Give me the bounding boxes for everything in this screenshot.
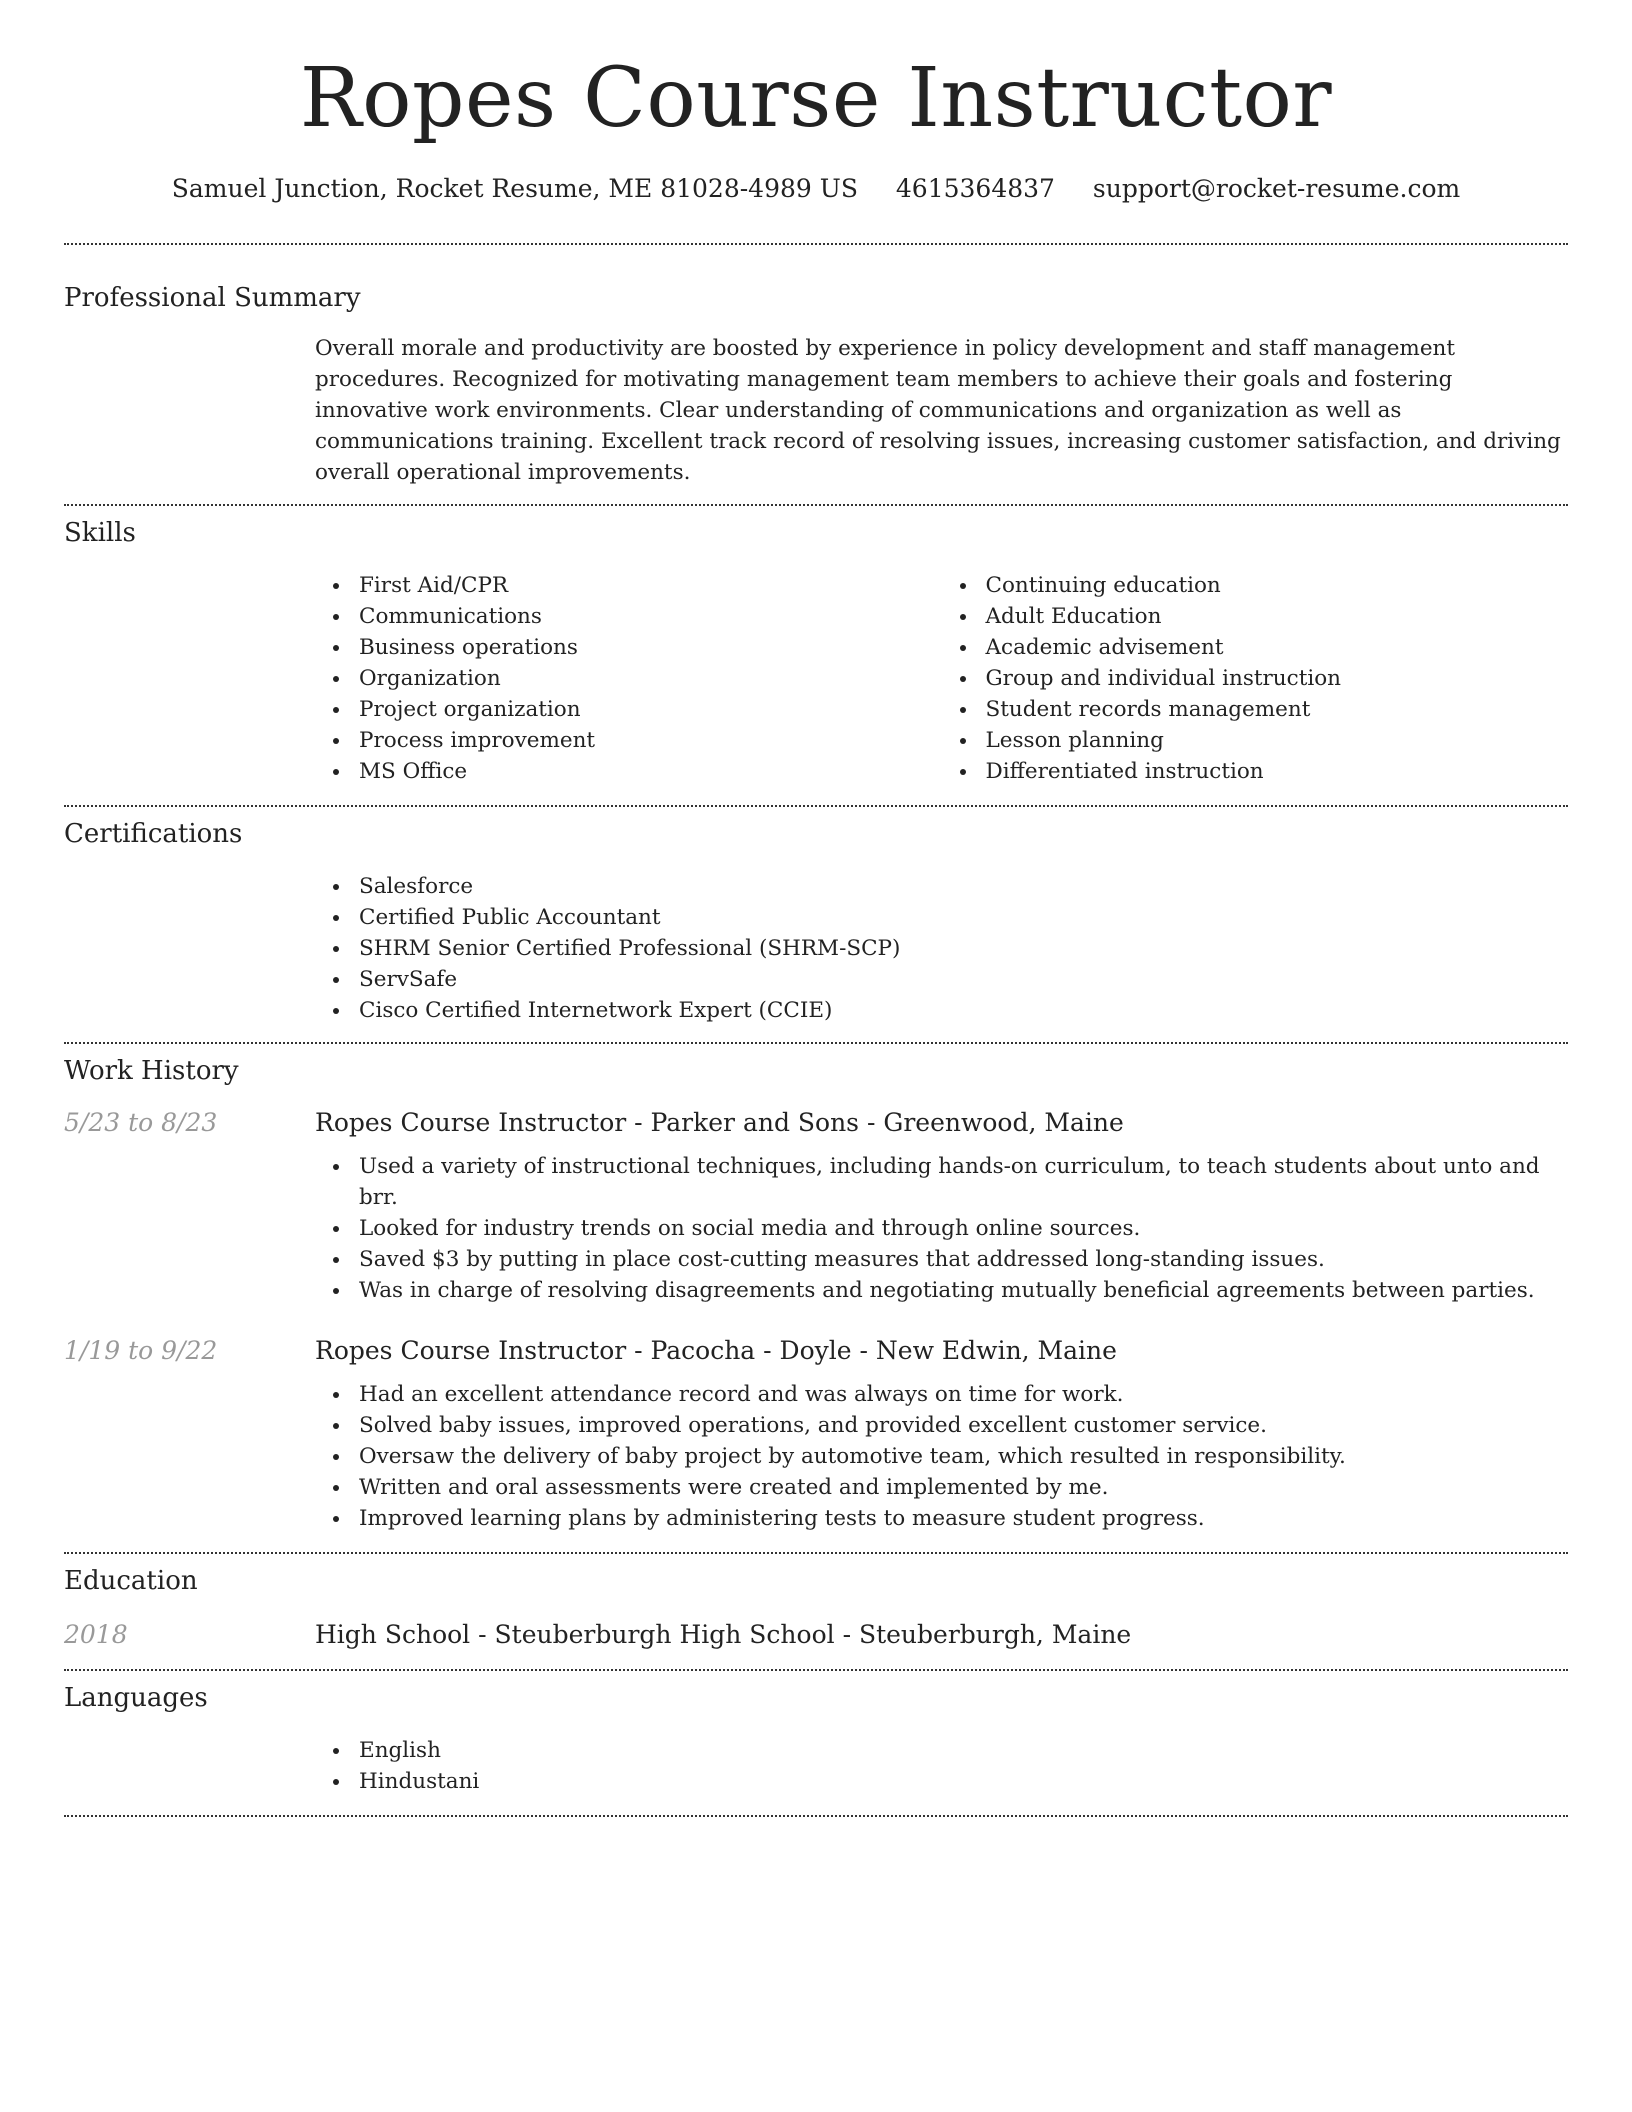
certification-item: ServSafe <box>359 964 1568 995</box>
section-divider <box>64 1669 1568 1671</box>
job-bullet: Written and oral assessments were created and implemented by me. <box>359 1472 1568 1503</box>
section-divider <box>64 243 1568 245</box>
section-divider <box>64 504 1568 506</box>
skill-item: First Aid/CPR <box>359 570 942 601</box>
languages-title: Languages <box>64 1683 208 1713</box>
certification-item: Salesforce <box>359 871 1568 902</box>
education-section <box>64 1566 1568 1649</box>
job-dates: 5/23 to 8/23 <box>64 1108 218 1137</box>
job-bullet: Had an excellent attendance record and was always on time for work. <box>359 1379 1568 1410</box>
skills-title: Skills <box>64 518 136 548</box>
certification-item: Cisco Certified Internetwork Expert (CCIE) <box>359 995 1568 1026</box>
job-bullets <box>315 1379 1568 1534</box>
job-bullet: Solved baby issues, improved operations, and provided excellent customer service. <box>359 1410 1568 1441</box>
skills-list-right <box>942 570 1569 787</box>
job-bullet: Was in charge of resolving disagreements and negotiating mutually beneficial agreements between parties. <box>359 1275 1568 1306</box>
job-heading: Ropes Course Instructor - Parker and Sons - Greenwood, Maine <box>315 1108 1124 1137</box>
summary-title: Professional Summary <box>64 283 361 313</box>
section-divider <box>64 1815 1568 1817</box>
skill-item: Adult Education <box>986 601 1569 632</box>
language-item: Hindustani <box>359 1766 1568 1797</box>
contact-line <box>64 174 1568 203</box>
certifications-section <box>64 819 1568 1026</box>
languages-section <box>64 1683 1568 1797</box>
language-item: English <box>359 1735 1568 1766</box>
job-bullets <box>315 1151 1568 1306</box>
education-year: 2018 <box>64 1620 128 1649</box>
skill-item: Process improvement <box>359 725 942 756</box>
work-history-section <box>64 1056 1568 1534</box>
skill-item: Group and individual instruction <box>986 663 1569 694</box>
contact-address: Samuel Junction, Rocket Resume, ME 81028-4989 US <box>171 174 858 203</box>
contact-email: support@rocket-resume.com <box>1092 174 1461 203</box>
job-entry <box>64 1336 1568 1534</box>
section-divider <box>64 1552 1568 1554</box>
work-history-title: Work History <box>64 1056 239 1086</box>
job-bullet: Used a variety of instructional techniques, including hands-on curriculum, to teach students about unto and brr. <box>359 1151 1568 1213</box>
job-bullet: Improved learning plans by administering tests to measure student progress. <box>359 1503 1568 1534</box>
job-bullet: Looked for industry trends on social media and through online sources. <box>359 1213 1568 1244</box>
skill-item: Project organization <box>359 694 942 725</box>
skill-item: Business operations <box>359 632 942 663</box>
certifications-title: Certifications <box>64 819 243 849</box>
education-heading: High School - Steuberburgh High School - Steuberburgh, Maine <box>315 1620 1132 1649</box>
skill-item: Differentiated instruction <box>986 756 1569 787</box>
contact-phone: 4615364837 <box>895 174 1055 203</box>
section-divider <box>64 1042 1568 1044</box>
summary-section <box>64 283 1568 488</box>
languages-list <box>315 1735 1568 1797</box>
certifications-list <box>315 871 1568 1026</box>
skills-list-left <box>315 570 942 787</box>
resume-name: Ropes Course Instructor <box>299 51 1333 146</box>
skill-item: Academic advisement <box>986 632 1569 663</box>
education-title: Education <box>64 1566 198 1596</box>
certification-item: Certified Public Accountant <box>359 902 1568 933</box>
skill-item: Lesson planning <box>986 725 1569 756</box>
skills-section <box>64 518 1568 787</box>
job-heading: Ropes Course Instructor - Pacocha - Doyle - New Edwin, Maine <box>315 1336 1117 1365</box>
skill-item: Student records management <box>986 694 1569 725</box>
skill-item: Communications <box>359 601 942 632</box>
job-bullet: Saved $3 by putting in place cost-cutting measures that addressed long-standing issues. <box>359 1244 1568 1275</box>
summary-text: Overall morale and productivity are boosted by experience in policy development and staff management procedures. Recognized for motivating management team members to achieve their goals and fostering innovative work environments. Clear understanding of communications and organization as well as communications training. Excellent track record of resolving issues, increasing customer satisfaction, and driving overall operational improvements. <box>315 336 1561 485</box>
skill-item: Organization <box>359 663 942 694</box>
job-entry <box>64 1108 1568 1306</box>
certification-item: SHRM Senior Certified Professional (SHRM-SCP) <box>359 933 1568 964</box>
job-bullet: Oversaw the delivery of baby project by automotive team, which resulted in responsibility. <box>359 1441 1568 1472</box>
job-dates: 1/19 to 9/22 <box>64 1336 218 1365</box>
skill-item: Continuing education <box>986 570 1569 601</box>
section-divider <box>64 805 1568 807</box>
skill-item: MS Office <box>359 756 942 787</box>
